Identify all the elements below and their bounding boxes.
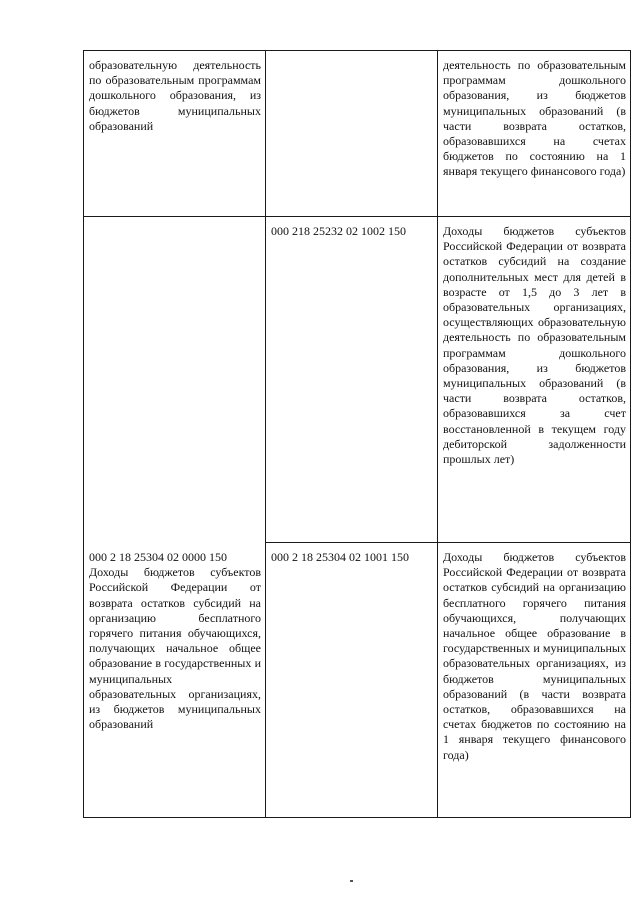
table-cell-group-name: [84, 543, 266, 818]
cell-text: Доходы бюджетов субъектов Российской Федерации от возврата остатков субсидий на организацию бесплатного горячего питания обучающихся, получающих начальное общее образование в государственных и муниципальных образовательных организациях, из бюджетов муниципальных образований (в части возврата остатков, образовавшихся на счетах бюджетов по состоянию на 1 января текущего финансового года): [443, 550, 626, 762]
table-row: [84, 543, 631, 818]
table-cell-group-name: [84, 217, 266, 543]
table-cell-code: [266, 217, 438, 543]
cell-text: 000 2 18 25304 02 1001 150: [271, 550, 409, 564]
cell-text: Доходы бюджетов субъектов Российской Федерации от возврата остатков субсидий на организацию бесплатного горячего питания обучающихся, получающих начальное общее образование в государственных и муниципальных образовательных организациях, из бюджетов муниципальных образований: [89, 565, 261, 732]
table-row: [84, 51, 631, 217]
table-cell-description: [438, 543, 631, 818]
table-cell-description: [438, 217, 631, 543]
cell-text: 000 218 25232 02 1002 150: [271, 224, 406, 238]
cell-text: деятельность по образовательным программам дошкольного образования, из бюджетов муниципальных образований (в части возврата остатков, образовавшихся на счетах бюджетов по состоянию на 1 января текущего финансового года): [443, 58, 626, 179]
table-cell-code: [266, 543, 438, 818]
cell-text: Доходы бюджетов субъектов Российской Федерации от возврата остатков субсидий на создание дополнительных мест для детей в возрасте от 1,5 до 3 лет в образовательных организациях, осуществляющих образовательную деятельность по образовательным программам дошкольного образования, из бюджетов муниципальных образований (в части возврата остатков, образовавшихся за счет восстановленной в текущем году дебиторской задолженности прошлых лет): [443, 224, 626, 467]
scan-speck: [350, 880, 353, 882]
table-cell-description: [438, 51, 631, 217]
group-code: 000 2 18 25304 02 0000 150: [89, 550, 227, 564]
cell-text: образовательную деятельность по образовательным программам дошкольного образования, из бюджетов муниципальных образований: [89, 58, 261, 133]
table-cell-code: [266, 51, 438, 217]
budget-code-table: [83, 50, 631, 818]
table-cell-group-name: [84, 51, 266, 217]
table-row: [84, 217, 631, 543]
